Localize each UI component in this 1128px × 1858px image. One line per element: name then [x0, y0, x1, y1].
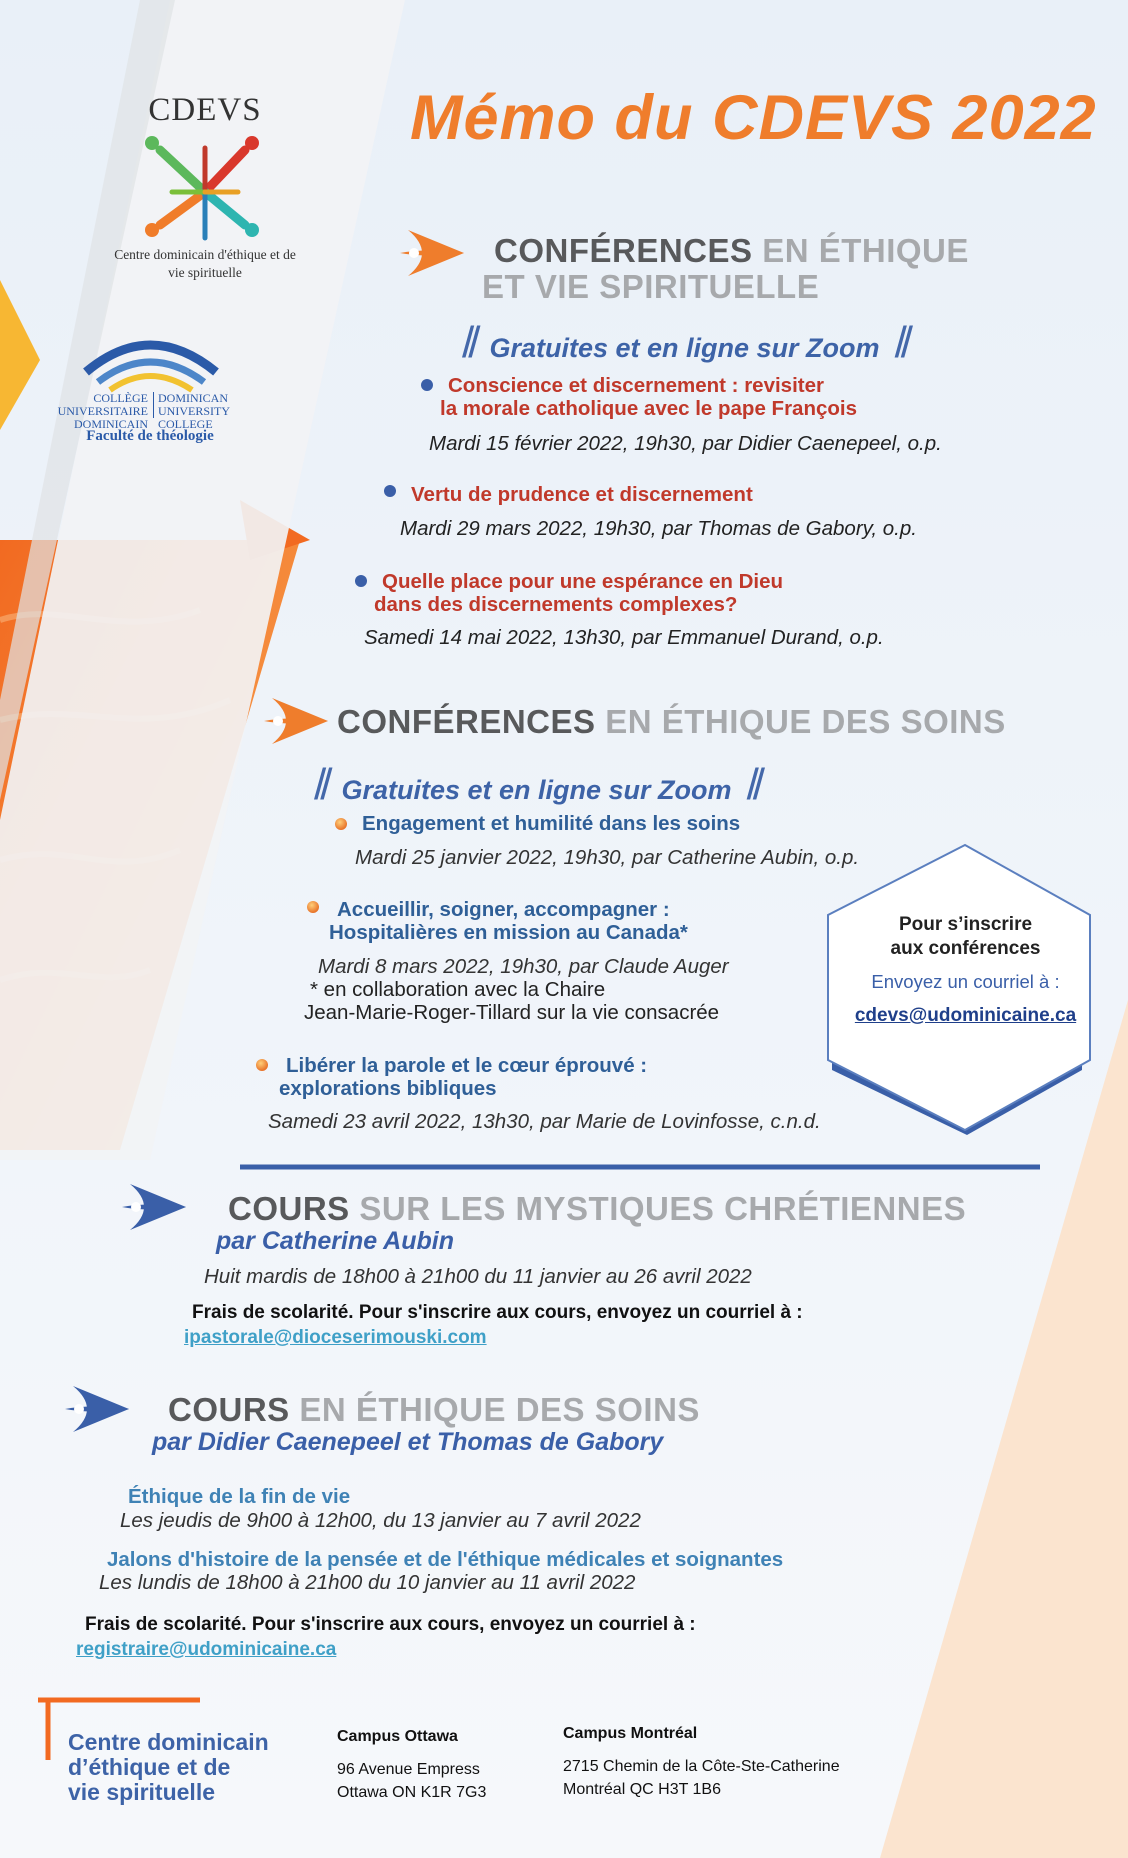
campus-ottawa-heading: Campus Ottawa — [337, 1728, 458, 1745]
bullet-icon — [307, 901, 319, 913]
conference-1-title — [440, 374, 857, 420]
bullet-icon — [384, 485, 396, 497]
care-conference-2-title — [329, 898, 688, 944]
section-2-heading-dark: CONFÉRENCES — [337, 703, 596, 740]
course-2-title: Jalons d'histoire de la pensée et de l'éthique médicales et soignantes — [107, 1548, 784, 1571]
conference-3-title — [374, 570, 783, 616]
signup-title-line1: Pour s’inscrire — [898, 914, 1033, 935]
section-3-email-link[interactable]: ipastorale@dioceserimouski.com — [184, 1327, 487, 1348]
course-1-detail: Les jeudis de 9h00 à 12h00, du 13 janvier au 7 avril 2022 — [120, 1509, 641, 1532]
section-4-heading-dark: COURS — [168, 1391, 290, 1428]
blue-arrow-icon — [63, 1382, 131, 1436]
bullet-icon — [421, 379, 433, 391]
care-conference-2-note-line2: Jean-Marie-Roger-Tillard sur la vie consacrée — [304, 1001, 720, 1024]
footer-org-name — [68, 1730, 269, 1805]
slash-decoration: // — [894, 318, 908, 367]
section-1-zoom-text: Gratuites et en ligne sur Zoom — [489, 333, 880, 363]
section-1-heading-line2: ET VIE SPIRITUELLE — [482, 268, 820, 305]
orange-arrow-icon — [398, 226, 466, 280]
section-3-heading-dark: COURS — [228, 1190, 350, 1227]
section-1-heading-dark: CONFÉRENCES — [494, 232, 753, 269]
page-title: Mémo du CDEVS 2022 — [410, 83, 1097, 153]
footer-org-line1: Centre dominicain — [68, 1729, 269, 1755]
conference-2-title: Vertu de prudence et discernement — [411, 483, 753, 506]
care-conference-2-title-line2: Hospitalières en mission au Canada* — [329, 921, 688, 944]
cdevs-logo-subtitle: Centre dominicain d'éthique et de vie spirituelle — [114, 247, 296, 280]
section-4-fees: Frais de scolarité. Pour s'inscrire aux cours, envoyez un courriel à : — [85, 1614, 696, 1635]
campus-ottawa-line1: 96 Avenue Empress — [337, 1761, 480, 1778]
campus-montreal-line1: 2715 Chemin de la Côte-Ste-Catherine — [563, 1758, 840, 1775]
section-3-fees: Frais de scolarité. Pour s'inscrire aux cours, envoyez un courriel à : — [192, 1302, 803, 1323]
college-logo-right: DOMINICAN UNIVERSITY COLLEGE — [158, 391, 230, 431]
faculty-label: Faculté de théologie — [86, 428, 214, 444]
care-conference-2-detail: Mardi 8 mars 2022, 19h30, par Claude Auger — [318, 955, 729, 978]
conference-2-detail: Mardi 29 mars 2022, 19h30, par Thomas de Gabory, o.p. — [400, 517, 917, 540]
conference-1-title-line1: Conscience et discernement : revisiter — [448, 374, 824, 397]
section-2-heading — [337, 703, 1006, 741]
course-1-title: Éthique de la fin de vie — [128, 1485, 351, 1508]
care-conference-2-note-line1: * en collaboration avec la Chaire — [310, 978, 606, 1001]
slash-decoration: // — [746, 760, 760, 809]
campus-montreal — [563, 1725, 840, 1801]
section-4-authors: par Didier Caenepeel et Thomas de Gabory — [152, 1428, 664, 1456]
slash-decoration: // — [314, 760, 327, 809]
slash-decoration: // — [462, 318, 475, 367]
section-4-heading-light: EN ÉTHIQUE DES SOINS — [289, 1391, 700, 1428]
signup-title-line2: aux conférences — [890, 938, 1041, 959]
conference-3-title-line2: dans des discernements complexes? — [374, 593, 738, 616]
cdevs-logo-text: CDEVS — [148, 92, 262, 128]
campus-montreal-heading: Campus Montréal — [563, 1725, 698, 1742]
care-conference-1-title: Engagement et humilité dans les soins — [362, 812, 741, 835]
conference-3-detail: Samedi 14 mai 2022, 13h30, par Emmanuel Durand, o.p. — [364, 626, 884, 649]
section-1-zoom — [462, 318, 907, 368]
footer-org-line2: d’éthique et de — [68, 1754, 231, 1780]
section-2-zoom-text: Gratuites et en ligne sur Zoom — [341, 775, 732, 805]
conference-1-detail: Mardi 15 février 2022, 19h30, par Didier Caenepeel, o.p. — [429, 432, 942, 455]
bullet-icon — [355, 575, 367, 587]
bullet-icon — [335, 818, 347, 830]
section-2-zoom — [314, 760, 759, 810]
bullet-icon — [256, 1059, 268, 1071]
care-conference-3-title-line2: explorations bibliques — [279, 1077, 497, 1100]
college-logo-left: COLLÈGE UNIVERSITAIRE DOMINICAIN — [57, 391, 148, 431]
signup-box — [838, 913, 1093, 1027]
blue-arrow-icon — [120, 1180, 188, 1234]
campus-montreal-line2: Montréal QC H3T 1B6 — [563, 1781, 721, 1798]
section-1-heading — [494, 232, 969, 270]
section-4-heading — [168, 1391, 700, 1429]
orange-arrow-icon — [262, 694, 330, 748]
section-3-author: par Catherine Aubin — [216, 1227, 454, 1255]
care-conference-2-title-line1: Accueillir, soigner, accompagner : — [337, 898, 670, 921]
care-conference-3-title — [279, 1054, 647, 1100]
conference-3-title-line1: Quelle place pour une espérance en Dieu — [382, 570, 784, 593]
section-3-heading-light: SUR LES MYSTIQUES CHRÉTIENNES — [349, 1190, 967, 1227]
section-4-email-link[interactable]: registraire@udominicaine.ca — [76, 1639, 337, 1660]
footer-org-line3: vie spirituelle — [68, 1779, 216, 1805]
care-conference-1-detail: Mardi 25 janvier 2022, 19h30, par Catherine Aubin, o.p. — [355, 846, 860, 869]
signup-email-link[interactable]: cdevs@udominicaine.ca — [854, 1005, 1077, 1026]
campus-ottawa — [337, 1728, 486, 1804]
campus-ottawa-line2: Ottawa ON K1R 7G3 — [337, 1784, 487, 1801]
care-conference-3-detail: Samedi 23 avril 2022, 13h30, par Marie de Lovinfosse, c.n.d. — [268, 1110, 821, 1133]
college-logo-divider — [153, 392, 154, 418]
section-2-heading-light: EN ÉTHIQUE DES SOINS — [595, 703, 1006, 740]
care-conference-2-note — [304, 978, 719, 1024]
signup-title — [838, 913, 1093, 961]
care-conference-3-title-line1: Libérer la parole et le cœur éprouvé : — [286, 1054, 648, 1077]
signup-instruction: Envoyez un courriel à : — [871, 971, 1060, 992]
section-1-heading-light: EN ÉTHIQUE — [752, 232, 969, 269]
section-3-schedule: Huit mardis de 18h00 à 21h00 du 11 janvier au 26 avril 2022 — [204, 1265, 752, 1288]
conference-1-title-line2: la morale catholique avec le pape François — [440, 397, 857, 420]
course-2-detail: Les lundis de 18h00 à 21h00 du 10 janvier au 11 avril 2022 — [99, 1571, 636, 1594]
section-3-heading — [228, 1190, 966, 1228]
